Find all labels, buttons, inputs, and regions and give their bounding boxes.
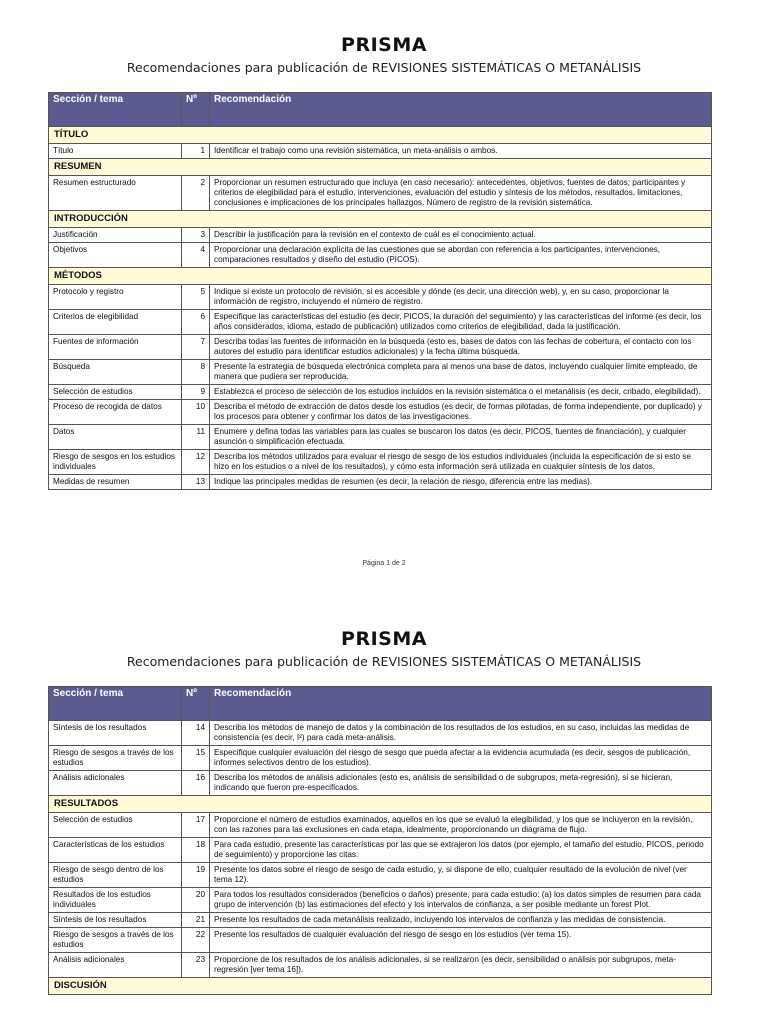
- row-recommendation: Proporcionar un resumen estructurado que incluya (en caso necesario): antecedentes, objetivos, fuentes de datos; participantes y criterios de elegibilidad para el estudio, intervenciones, evaluación del estudio y síntesis de los métodos, resultados, limitaciones, conclusiones e implicaciones de los principales hallazgos. Número de registro de la revisión sistemática.: [210, 176, 712, 211]
- row-number: 1: [182, 144, 210, 159]
- row-recommendation: Especifique las características del estudio (es decir, PICOS, la duración del seguimiento) y las características del informe (es decir, los años considerados, idioma, estado de publicación) utilizados como criterios de elegibilidad, dada la justificación.: [210, 310, 712, 335]
- row-recommendation: Presente los resultados de cualquier evaluación del riesgo de sesgo en los estudios (ver tema 15).: [210, 928, 712, 953]
- row-recommendation: Proporcione el número de estudios examinados, aquellos en los que se evaluó la elegibilidad, y los que se incluyeron en la revisión, con las razones para las exclusiones en cada etapa, idealmente, proporcionando un diagrama de flujo.: [210, 813, 712, 838]
- row-topic: Criterios de elegibilidad: [49, 310, 182, 335]
- page-title: PRISMA: [341, 34, 427, 56]
- row-recommendation: Identificar el trabajo como una revisión sistemática, un meta-análisis o ambos.: [210, 144, 712, 159]
- page-subtitle: [0, 60, 768, 75]
- row-recommendation: Indique si existe un protocolo de revisión, si es accesible y dónde (es decir, una dirección web), y, en su caso, proporcionar la información de registro, incluyendo el número de registro.: [210, 285, 712, 310]
- header-recommendation: Recomendación: [210, 687, 712, 721]
- row-topic: Riesgo de sesgos en los estudios individuales: [49, 450, 182, 475]
- row-topic: Datos: [49, 425, 182, 450]
- section-row: [49, 211, 712, 228]
- table-row: [49, 813, 712, 838]
- row-number: 2: [182, 176, 210, 211]
- subtitle-prefix: Recomendaciones para publicación de: [126, 654, 368, 669]
- table-row: [49, 863, 712, 888]
- row-number: 7: [182, 335, 210, 360]
- row-topic: Riesgo de sesgos a través de los estudios: [49, 928, 182, 953]
- row-recommendation: Para todos los resultados considerados (beneficios o daños) presente, para cada estudio: (a) los datos simples de resumen para cada grupo de intervención (b) las estimaciones del efecto y los intervalos de confianza, a ser posible mediante un forest Plot.: [210, 888, 712, 913]
- row-recommendation: Establezca el proceso de selección de los estudios incluidos en la revisión sistemática o el metanálisis (es decir, cribado, elegibilidad).: [210, 385, 712, 400]
- table-row: [49, 771, 712, 796]
- section-row: [49, 159, 712, 176]
- header-section: Sección / tema: [49, 687, 182, 721]
- table-row: [49, 888, 712, 913]
- row-topic: Búsqueda: [49, 360, 182, 385]
- table-row: [49, 228, 712, 243]
- table-header-row: [49, 687, 712, 721]
- row-number: 14: [182, 721, 210, 746]
- row-recommendation: Indique las principales medidas de resumen (es decir, la relación de riesgo, diferencia entre las medias).: [210, 475, 712, 490]
- row-recommendation: Enumere y defina todas las variables para las cuales se buscaron los datos (es decir, PICOS, fuentes de financiación), y cualquier asunción o simplificación efectuada.: [210, 425, 712, 450]
- row-topic: Selección de estudios: [49, 813, 182, 838]
- row-number: 13: [182, 475, 210, 490]
- page-1-heading: [0, 34, 768, 75]
- header-number: Nº: [182, 687, 210, 721]
- table-row: [49, 746, 712, 771]
- table-row: [49, 360, 712, 385]
- table-header-row: [49, 93, 712, 127]
- row-topic: Medidas de resumen: [49, 475, 182, 490]
- table-row: [49, 243, 712, 268]
- section-heading: DISCUSIÓN: [49, 978, 712, 995]
- section-row: [49, 268, 712, 285]
- prisma-table-page-1: [48, 92, 712, 490]
- row-number: 4: [182, 243, 210, 268]
- page-2-heading: [0, 628, 768, 669]
- row-recommendation: Especifique cualquier evaluación del riesgo de sesgo que pueda afectar a la evidencia acumulada (es decir, sesgos de publicación, informes selectivos dentro de los estudios).: [210, 746, 712, 771]
- section-heading: RESUMEN: [49, 159, 712, 176]
- row-recommendation: Describa los métodos de análisis adicionales (esto es, análisis de sensibilidad o de subgrupos, meta-regresión), si se hicieran, indicando que fueron pre-especificados.: [210, 771, 712, 796]
- section-row: [49, 127, 712, 144]
- row-number: 22: [182, 928, 210, 953]
- row-topic: Síntesis de los resultados: [49, 913, 182, 928]
- row-recommendation: Describir la justificación para la revisión en el contexto de cuál es el conocimiento actual.: [210, 228, 712, 243]
- row-number: 16: [182, 771, 210, 796]
- page-footer: Página 1 de 2: [362, 560, 406, 567]
- row-number: 23: [182, 953, 210, 978]
- table-row: [49, 176, 712, 211]
- row-recommendation: Proporcione de los resultados de los análisis adicionales, si se realizaron (es decir, sensibilidad o análisis por subgrupos, meta-regresión [ver tema 16]).: [210, 953, 712, 978]
- row-number: 20: [182, 888, 210, 913]
- table-row: [49, 913, 712, 928]
- header-section: Sección / tema: [49, 93, 182, 127]
- row-topic: Resumen estructurado: [49, 176, 182, 211]
- row-number: 6: [182, 310, 210, 335]
- row-topic: Objetivos: [49, 243, 182, 268]
- table-row: [49, 425, 712, 450]
- row-topic: Fuentes de información: [49, 335, 182, 360]
- table-row: [49, 838, 712, 863]
- row-number: 3: [182, 228, 210, 243]
- table-row: [49, 310, 712, 335]
- row-number: 5: [182, 285, 210, 310]
- row-recommendation: Describa los métodos de manejo de datos y la combinación de los resultados de los estudios, en su caso, incluidas las medidas de consistencia (es decir, I²) para cada meta-análisis.: [210, 721, 712, 746]
- row-number: 8: [182, 360, 210, 385]
- row-recommendation: Describa todas las fuentes de información en la búsqueda (esto es, bases de datos con las fechas de cobertura, el contacto con los autores del estudio para identificar estudios adicionales) y la fecha última búsqueda.: [210, 335, 712, 360]
- section-heading: RESULTADOS: [49, 796, 712, 813]
- subtitle-prefix: Recomendaciones para publicación de: [126, 60, 368, 75]
- row-number: 15: [182, 746, 210, 771]
- row-number: 18: [182, 838, 210, 863]
- section-row: [49, 978, 712, 995]
- row-number: 9: [182, 385, 210, 400]
- table-body-page-2: [49, 721, 712, 995]
- row-topic: Riesgo de sesgo dentro de los estudios: [49, 863, 182, 888]
- subtitle-caps: REVISIONES SISTEMÁTICAS O METANÁLISIS: [371, 654, 642, 669]
- row-recommendation: Describa los métodos utilizados para evaluar el riesgo de sesgo de los estudios individuales (incluida la especificación de si esto se hizo en los estudios o a nivel de los resultados), y cómo esta información será utilizada en cualquier síntesis de los datos.: [210, 450, 712, 475]
- header-number: Nº: [182, 93, 210, 127]
- row-recommendation: Proporcionar una declaración explícita de las cuestiones que se abordan con referencia a los participantes, intervenciones, comparaciones resultados y diseño del estudio (PICOS).: [210, 243, 712, 268]
- section-heading: TÍTULO: [49, 127, 712, 144]
- row-topic: Síntesis de los resultados: [49, 721, 182, 746]
- table-row: [49, 144, 712, 159]
- row-recommendation: Presente los resultados de cada metanálisis realizado, incluyendo los intervalos de confianza y las medidas de consistencia.: [210, 913, 712, 928]
- page-subtitle: [0, 654, 768, 669]
- row-recommendation: Presente los datos sobre el riesgo de sesgo de cada estudio, y, si dispone de ello, cualquier resultado de la evolución de nivel (ver tema 12).: [210, 863, 712, 888]
- table-body-page-1: [49, 127, 712, 490]
- row-number: 10: [182, 400, 210, 425]
- header-recommendation: Recomendación: [210, 93, 712, 127]
- row-recommendation: Presente la estrategia de búsqueda electrónica completa para al menos una base de datos, incluyendo cualquier límite empleado, de manera que pudiera ser reproducida.: [210, 360, 712, 385]
- page-title: PRISMA: [341, 628, 427, 650]
- table-row: [49, 953, 712, 978]
- row-topic: Resultados de los estudios individuales: [49, 888, 182, 913]
- row-number: 19: [182, 863, 210, 888]
- row-topic: Justificación: [49, 228, 182, 243]
- subtitle-caps: REVISIONES SISTEMÁTICAS O METANÁLISIS: [371, 60, 642, 75]
- section-row: [49, 796, 712, 813]
- row-number: 12: [182, 450, 210, 475]
- table-row: [49, 385, 712, 400]
- table-row: [49, 475, 712, 490]
- row-recommendation: Para cada estudio, presente las características por las que se extrajeron los datos (por ejemplo, el tamaño del estudio, PICOS, periodo de seguimiento) y proporcione las citas.: [210, 838, 712, 863]
- row-topic: Análisis adicionales: [49, 771, 182, 796]
- table-row: [49, 285, 712, 310]
- row-recommendation: Describa el método de extracción de datos desde los estudios (es decir, de formas pilotadas, de forma independiente, por duplicado) y los procesos para obtener y confirmar los datos de las investigaciones.: [210, 400, 712, 425]
- prisma-table-page-2: [48, 686, 712, 995]
- section-heading: MÉTODOS: [49, 268, 712, 285]
- row-topic: Título: [49, 144, 182, 159]
- row-topic: Selección de estudios: [49, 385, 182, 400]
- row-number: 17: [182, 813, 210, 838]
- table-row: [49, 335, 712, 360]
- row-number: 21: [182, 913, 210, 928]
- table-row: [49, 450, 712, 475]
- row-number: 11: [182, 425, 210, 450]
- row-topic: Análisis adicionales: [49, 953, 182, 978]
- row-topic: Riesgo de sesgos a través de los estudios: [49, 746, 182, 771]
- table-row: [49, 928, 712, 953]
- row-topic: Características de los estudios: [49, 838, 182, 863]
- section-heading: INTRODUCCIÓN: [49, 211, 712, 228]
- row-topic: Protocolo y registro: [49, 285, 182, 310]
- table-row: [49, 400, 712, 425]
- table-row: [49, 721, 712, 746]
- row-topic: Proceso de recogida de datos: [49, 400, 182, 425]
